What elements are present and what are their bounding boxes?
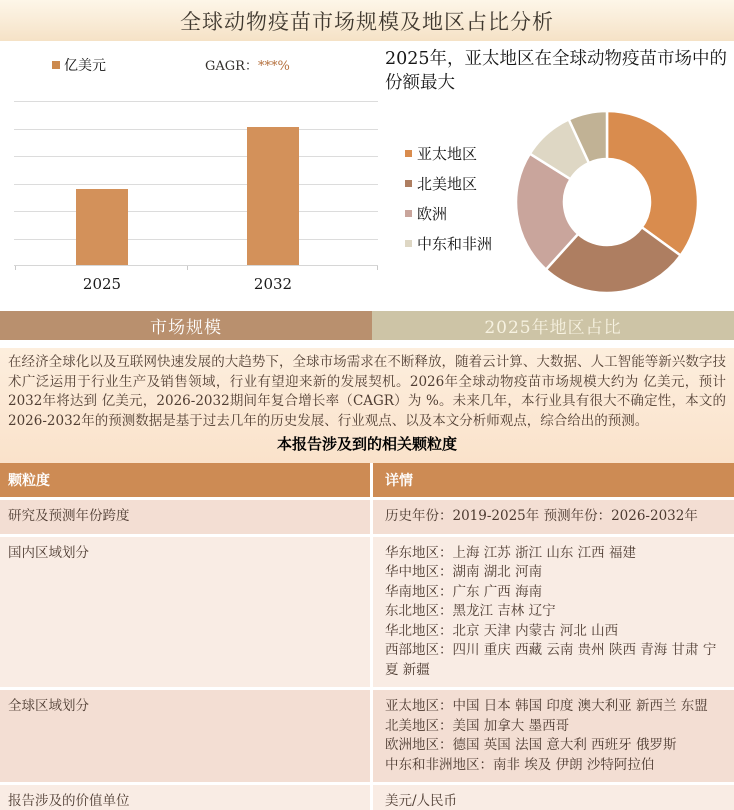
gridline	[14, 184, 378, 185]
detail-line: 欧洲地区：德国 英国 法国 意大利 西班牙 俄罗斯	[385, 737, 677, 753]
axis-tick	[15, 266, 16, 270]
detail-line: 华北地区：北京 天津 内蒙古 河北 山西	[385, 622, 619, 639]
bar-2032	[247, 127, 299, 265]
pie-legend-label: 中东和非洲	[417, 235, 493, 253]
bar-legend-label: 亿美元	[64, 58, 106, 74]
table-cell-detail	[373, 785, 734, 810]
detail-line: 中东和非洲地区：南非 埃及 伊朗 沙特阿拉伯	[385, 756, 655, 773]
legend-swatch-icon	[405, 180, 412, 187]
table-cell-detail	[373, 537, 734, 688]
pie-legend-label: 欧洲	[417, 205, 448, 223]
pie-legend-label: 北美地区	[417, 175, 478, 193]
table-row	[0, 785, 734, 810]
table-header-row	[0, 463, 734, 497]
gridline	[14, 156, 378, 157]
gridline	[14, 129, 378, 130]
detail-line: 东北地区：黑龙江 吉林 辽宁	[385, 603, 556, 619]
table-header-cell: 颗粒度	[0, 463, 370, 497]
granularity-table-title: 本报告涉及到的相关颗粒度	[276, 435, 457, 453]
detail-line: 亚太地区：中国 日本 韩国 印度 澳大利亚 新西兰 东盟	[385, 698, 708, 714]
pie-legend-item	[405, 205, 493, 223]
pie-legend-item	[405, 235, 493, 253]
detail-line: 西部地区：四川 重庆 西藏 云南 贵州 陕西 青海 甘肃 宁夏 新疆	[385, 642, 717, 678]
table-row	[0, 537, 734, 688]
axis-tick	[377, 266, 378, 270]
bar-chart-legend	[52, 55, 106, 75]
pie-legend-label: 亚太地区	[417, 145, 478, 163]
legend-swatch-icon	[405, 210, 412, 217]
table-row	[0, 690, 734, 782]
bar-2025	[76, 189, 128, 265]
table-header-cell: 详情	[373, 463, 734, 497]
summary-paragraph: 在经济全球化以及互联网快速发展的大趋势下，全球市场需求在不断释放，随着云计算、大数据、人工智能等新兴数字技术广泛运用于行业生产及销售领域，行业有望迎来新的发展契机。2026年全球动物疫苗市场规模大约为 亿美元，预计2032年将达到 亿美元，2026-2032期间年复合增长率（CAGR）为 %。未来几年，本行业具有很大不确定性，本文的2026-2032年的预测数据是基于过去几年的历史发展、行业观点、以及本文分析师观点，综合给出的预测。	[8, 354, 726, 429]
pie-legend	[405, 145, 493, 265]
tab-market-size[interactable]: 市场规模	[0, 311, 372, 340]
table-cell-granularity: 国内区域划分	[0, 537, 370, 688]
x-axis-label: 2025	[82, 275, 122, 293]
cagr-label: GAGR：	[205, 59, 258, 74]
legend-swatch-icon	[52, 61, 60, 69]
table-cell-detail	[373, 500, 734, 534]
charts-panel	[0, 41, 734, 311]
detail-line: 北美地区：美国 加拿大 墨西哥	[385, 717, 570, 734]
table-row	[0, 500, 734, 534]
table-cell-granularity: 研究及预测年份跨度	[0, 500, 370, 534]
table-cell-granularity: 全球区域划分	[0, 690, 370, 782]
gridline	[14, 239, 378, 240]
legend-swatch-icon	[405, 150, 412, 157]
detail-line: 历史年份：2019-2025年 预测年份：2026-2032年	[385, 508, 698, 524]
summary-panel	[0, 348, 734, 463]
detail-line: 华中地区：湖南 湖北 河南	[385, 564, 543, 580]
bar-chart	[14, 101, 378, 293]
x-axis-label: 2032	[253, 275, 293, 293]
pie-legend-item	[405, 175, 493, 193]
table-cell-granularity: 报告涉及的价值单位	[0, 785, 370, 810]
tab-region-share[interactable]: 2025年地区占比	[372, 311, 734, 340]
gridline	[14, 101, 378, 102]
pie-legend-item	[405, 145, 493, 163]
cagr-value: ***%	[257, 59, 290, 74]
donut-chart	[515, 110, 699, 294]
detail-line: 美元/人民币	[385, 793, 458, 809]
page-title: 全球动物疫苗市场规模及地区占比分析	[0, 0, 734, 41]
detail-line: 华南地区：广东 广西 海南	[385, 583, 543, 600]
divider	[0, 340, 734, 348]
legend-swatch-icon	[405, 240, 412, 247]
cagr-note	[205, 55, 290, 74]
section-tabs	[0, 311, 734, 340]
axis-tick	[187, 266, 188, 270]
gridline	[14, 211, 378, 212]
granularity-table	[0, 463, 734, 810]
pie-chart-title: 2025年，亚太地区在全球动物疫苗市场中的份额最大	[385, 49, 728, 93]
detail-line: 华东地区：上海 江苏 浙江 山东 江西 福建	[385, 544, 636, 561]
table-cell-detail	[373, 690, 734, 782]
